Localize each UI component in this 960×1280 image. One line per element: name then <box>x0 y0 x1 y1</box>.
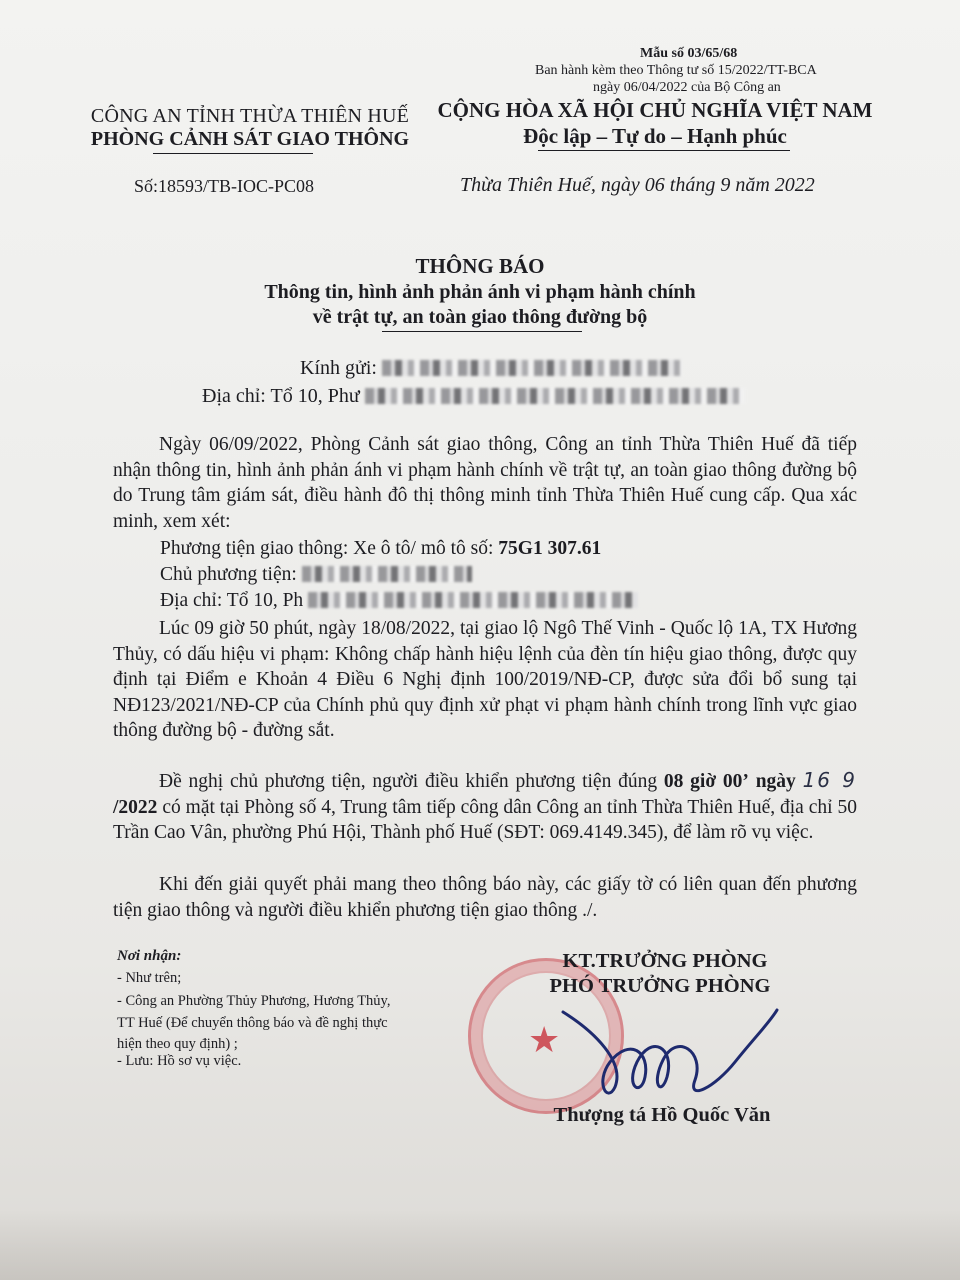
place-date: Thừa Thiên Huế, ngày 06 tháng 9 năm 2022 <box>460 174 815 196</box>
redacted-recipient-name <box>382 360 682 376</box>
national-motto: Độc lập – Tự do – Hạnh phúc <box>523 124 787 148</box>
recipients-item-1: - Như trên; <box>117 970 182 986</box>
signature-title-2: PHÓ TRƯỞNG PHÒNG <box>549 975 771 997</box>
page-bottom-shadow <box>0 1210 960 1280</box>
agency-underline <box>153 153 313 154</box>
recipient-address: Địa chỉ: Tổ 10, Phư <box>202 385 745 408</box>
recipients-item-2: - Công an Phường Thủy Phương, Hương Thủy, <box>117 993 391 1009</box>
vehicle-line: Phương tiện giao thông: Xe ô tô/ mô tô số: 75G1 307.61 <box>160 538 602 559</box>
signature-title-1: KT.TRƯỞNG PHÒNG <box>562 950 768 972</box>
motto-underline <box>538 150 790 151</box>
signature-scribble <box>555 992 815 1112</box>
notice-title: THÔNG BÁO <box>415 254 545 278</box>
form-number: Mẫu số 03/65/68 <box>640 46 738 61</box>
recipients-item-3: - Lưu: Hồ sơ vụ việc. <box>117 1053 242 1069</box>
stamp-star-icon: ★ <box>528 1020 561 1061</box>
handwritten-date: 16 9 <box>802 768 858 792</box>
notice-subtitle-2: về trật tự, an toàn giao thông đường bộ <box>312 306 648 328</box>
signatory-name: Thượng tá Hồ Quốc Văn <box>553 1104 771 1126</box>
agency-parent: CÔNG AN TỈNH THỪA THIÊN HUẾ <box>90 105 410 127</box>
form-issued-line1: Ban hành kèm theo Thông tư số 15/2022/TT-BCA <box>535 63 817 78</box>
owner-line: Chủ phương tiện: <box>160 564 472 586</box>
owner-address-line: Địa chỉ: Tổ 10, Ph <box>160 590 638 612</box>
form-issued-line2: ngày 06/04/2022 của Bộ Công an <box>593 80 781 95</box>
recipients-item-2-cont: TT Huế (Để chuyển thông báo và đề nghị thực <box>117 1015 388 1031</box>
redacted-recipient-address <box>365 388 745 404</box>
redacted-owner-name <box>302 566 472 582</box>
document-number: Số:18593/TB-IOC-PC08 <box>134 176 315 196</box>
paragraph-instructions: Khi đến giải quyết phải mang theo thông báo này, các giấy tờ có liên quan đến phương tiện giao thông và người điều khiển phương tiện giao thông ./. <box>113 874 857 921</box>
recipients-title: Nơi nhận: <box>117 948 182 964</box>
notice-subtitle-1: Thông tin, hình ảnh phản ánh vi phạm hành chính <box>264 281 696 303</box>
paragraph-intro: Ngày 06/09/2022, Phòng Cảnh sát giao thông, Công an tỉnh Thừa Thiên Huế đã tiếp nhận thông tin, hình ảnh phản ánh vi phạm hành chính về trật tự, an toàn giao thông đường bộ do Trung tâm giám sát, điều hành đô thị thông minh tỉnh Thừa Thiên Huế cung cấp. Qua xác minh, xem xét: <box>113 434 857 532</box>
vehicle-plate: 75G1 307.61 <box>498 538 602 559</box>
paragraph-request: Đề nghị chủ phương tiện, người điều khiển phương tiện đúng 08 giờ 00’ ngày 16 9 /2022 có mặt tại Phòng số 4, Trung tâm tiếp công dân Công an tỉnh Thừa Thiên Huế, địa chỉ 50 Trần Cao Vân, phường Phú Hội, Thành phố Huế (SĐT: 069.4149.345), để làm rõ vụ việc. <box>113 768 858 843</box>
title-underline <box>382 331 582 332</box>
recipients-item-2-end: hiện theo quy định) ; <box>117 1036 238 1052</box>
agency-name: PHÒNG CẢNH SÁT GIAO THÔNG <box>90 128 410 150</box>
redacted-owner-address <box>308 592 638 608</box>
paragraph-violation: Lúc 09 giờ 50 phút, ngày 18/08/2022, tại giao lộ Ngô Thế Vinh - Quốc lộ 1A, TX Hương Thủy, có dấu hiệu vi phạm: Không chấp hành hiệu lệnh của đèn tín hiệu giao thông, được quy định tại Điểm e Khoản 4 Điều 6 Nghị định 100/2019/NĐ-CP, được sửa đổi bổ sung tại NĐ123/2021/NĐ-CP của Chính phủ quy định xử phạt vi phạm hành chính trong lĩnh vực giao thông đường bộ - đường sắt. <box>113 618 857 741</box>
recipient-label: Kính gửi: <box>300 357 682 380</box>
national-name: CỘNG HÒA XÃ HỘI CHỦ NGHĨA VIỆT NAM <box>437 98 873 122</box>
